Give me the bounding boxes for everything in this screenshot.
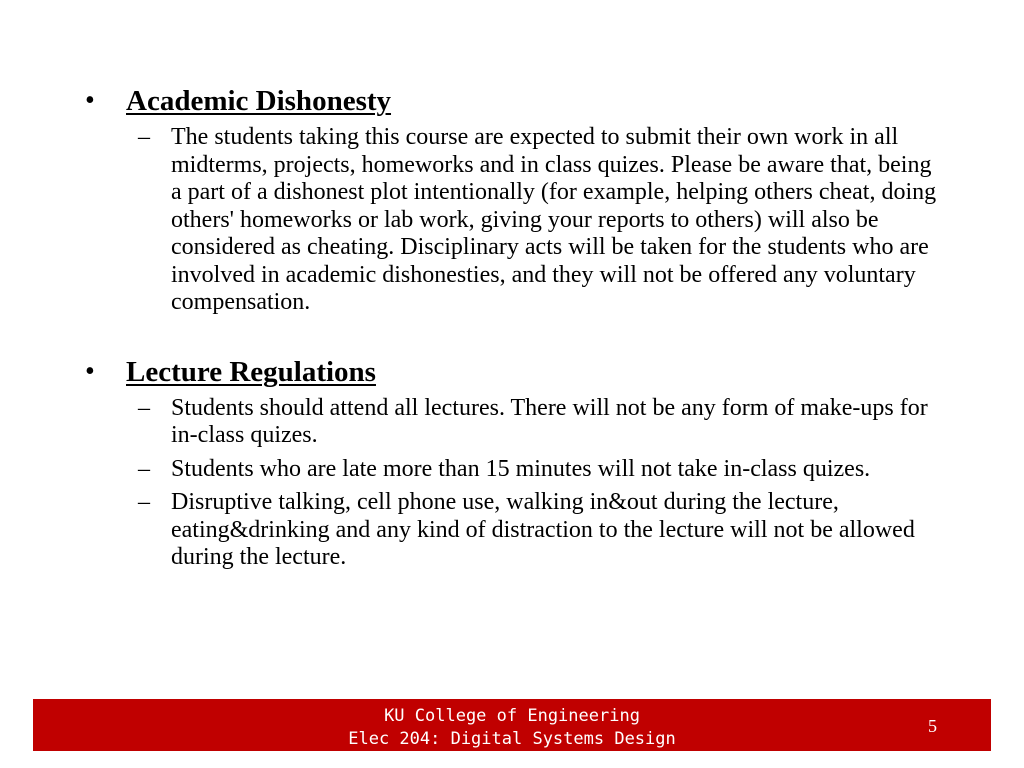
sub-list [0, 124, 1024, 317]
dash-icon: – [138, 124, 150, 150]
bullet-icon: • [85, 85, 95, 116]
bullet-icon: • [85, 355, 95, 387]
sub-item [0, 489, 1024, 572]
sub-item-text: The students taking this course are expected to submit their own work in all midterms, projects, homeworks and in class quizes. Please be aware that, being a part of a dishonest plot intentionally (for example, helping others cheat, doing others' homeworks or lab work, giving your reports to others) will also be considered as cheating. Disciplinary acts will be taken for the students who are involved in academic dishonesties, and they will not be offered any voluntary compensation. [171, 124, 937, 315]
footer-text [33, 705, 991, 751]
bullet-row [0, 84, 1024, 118]
footer-course: Elec 204: Digital Systems Design [348, 729, 676, 749]
sub-list [0, 395, 1024, 572]
dash-icon: – [138, 489, 150, 515]
section-lecture-regulations [0, 355, 1024, 572]
bullet-row [0, 355, 1024, 389]
sub-item-text: Disruptive talking, cell phone use, walking in&out during the lecture, eating&drinking and any kind of distraction to the lecture will not be allowed during the lecture. [171, 489, 915, 570]
dash-icon: – [138, 394, 150, 421]
slide-content [0, 84, 1024, 572]
page-number: 5 [928, 716, 937, 736]
section-academic-dishonesty [0, 84, 1024, 317]
dash-icon: – [138, 455, 150, 482]
sub-item [0, 456, 1024, 484]
sub-item [0, 124, 1024, 317]
footer-bar [33, 699, 991, 751]
footer-college: KU College of Engineering [384, 706, 640, 726]
section-heading: Academic Dishonesty [126, 85, 392, 117]
sub-item-text: Students who are late more than 15 minutes will not take in-class quizes. [171, 455, 871, 482]
section-heading: Lecture Regulations [126, 355, 376, 388]
sub-item-text: Students should attend all lectures. There will not be any form of make-ups for in-class quizes. [171, 394, 928, 448]
sub-item [0, 395, 1024, 450]
